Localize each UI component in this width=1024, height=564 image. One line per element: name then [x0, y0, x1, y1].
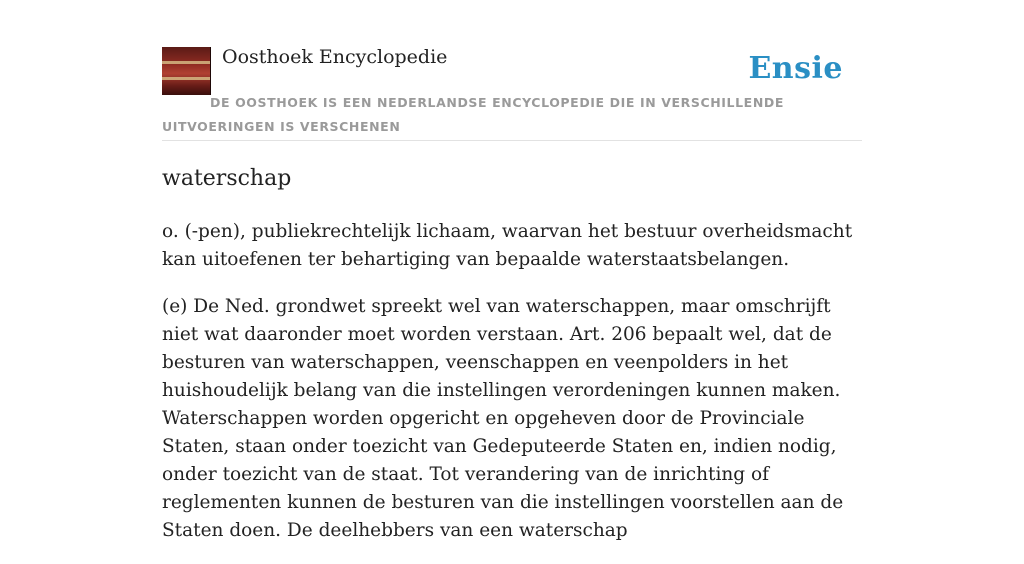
site-header: [162, 46, 862, 141]
article-title: waterschap: [162, 166, 292, 191]
article-content: [162, 160, 862, 564]
article-paragraph: o. (-pen), publiekrechtelijk lichaam, waarvan het bestuur overheidsmacht kan uitoefenen ter behartiging van bepaalde waterstaatsbelangen.: [162, 221, 853, 270]
site-tagline: DE OOSTHOEK IS EEN NEDERLANDSE ENCYCLOPEDIE DIE IN VERSCHILLENDE UITVOERINGEN IS VERSCHENEN: [162, 95, 784, 134]
ensie-logo-link[interactable]: Ensie: [748, 51, 843, 86]
site-name-link[interactable]: Oosthoek Encyclopedie: [222, 46, 448, 68]
site-avatar-icon[interactable]: [162, 47, 210, 95]
article-paragraph: (e) De Ned. grondwet spreekt wel van waterschappen, maar omschrijft niet wat daaronder moet worden verstaan. Art. 206 bepaalt wel, dat de besturen van waterschappen, veenschappen en veenpolders in het huishoudelijk belang van die instellingen verordeningen kunnen maken. Waterschappen worden opgericht en opgeheven door de Provinciale Staten, staan onder toezicht van Gedeputeerde Staten en, indien nodig, onder toezicht van de staat. Tot verandering van de inrichting of reglementen kunnen de besturen van die instellingen voorstellen aan de Staten doen. De deelhebbers van een waterschap: [162, 296, 844, 541]
